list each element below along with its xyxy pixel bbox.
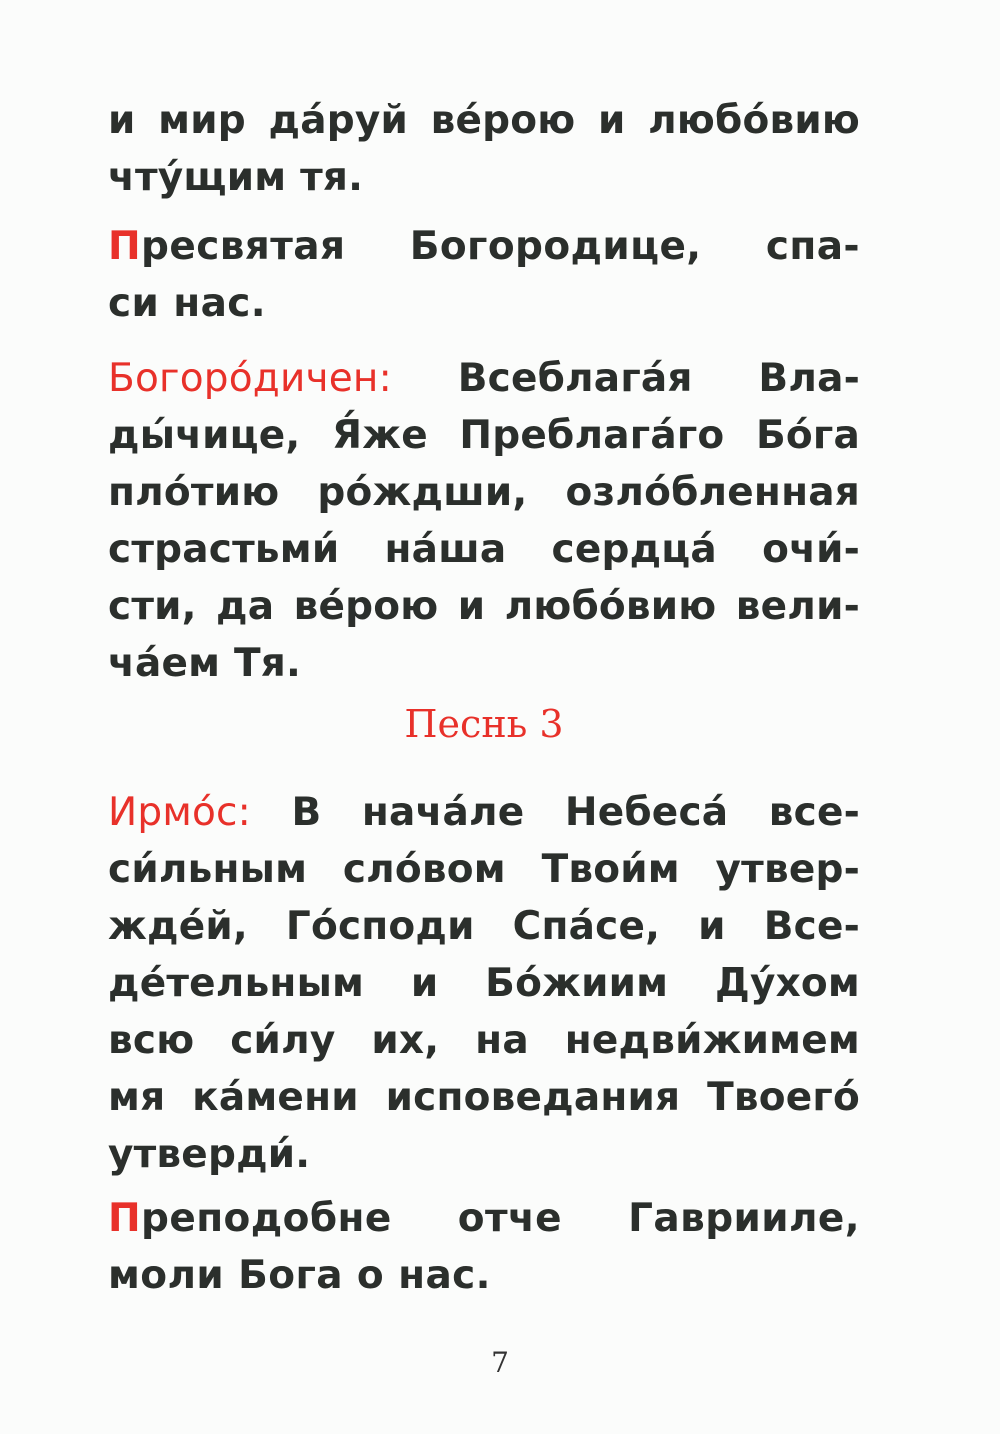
text-line — [108, 350, 860, 407]
refrain-text: реподобне отче Гаврииле, — [141, 1196, 860, 1241]
refrain-gabriel — [108, 1190, 860, 1304]
text-line: утверди́. — [108, 1132, 311, 1177]
refrain-line — [108, 1190, 860, 1247]
theotokion — [108, 350, 860, 692]
rubric-label: Богоро́дичен: — [108, 356, 392, 401]
text-line: страстьми́ на́ша сердца́ очи́- — [108, 527, 860, 572]
text-line: мя ка́мени исповедания Твоего́ — [108, 1075, 860, 1120]
text-run: Всеблага́я Вла- — [457, 356, 860, 401]
refrain-line: моли Бога о нас. — [108, 1253, 491, 1298]
text-line: чту́щим тя. — [108, 155, 364, 200]
text-line: и мир да́руй ве́рою и любо́вию — [108, 98, 860, 143]
refrain-line: си нас. — [108, 281, 267, 326]
text-line: ды́чице, Я́же Преблага́го Бо́га — [108, 413, 860, 458]
refrain-text: ресвятая Богородице, спа- — [141, 224, 860, 269]
rubric-label: Ирмо́с: — [108, 790, 251, 835]
irmos — [108, 784, 860, 1183]
text-line: пло́тию ро́ждши, озло́бленная — [108, 470, 860, 515]
section-heading: Песнь 3 — [404, 702, 564, 746]
text-line: си́льным сло́вом Твои́м утвер- — [108, 847, 860, 892]
red-initial: П — [108, 1196, 142, 1241]
text-run: В нача́ле Небеса́ все- — [291, 790, 860, 835]
text-line: ча́ем Тя. — [108, 641, 302, 686]
text-line: де́тельным и Бо́жиим Ду́хом — [108, 961, 860, 1006]
text-line — [108, 784, 860, 841]
refrain-theotokos — [108, 218, 860, 332]
red-initial: П — [108, 224, 142, 269]
text-line: жде́й, Го́споди Спа́се, и Все- — [108, 904, 860, 949]
text-line: сти, да ве́рою и любо́вию вели- — [108, 584, 860, 629]
refrain-line — [108, 218, 860, 275]
page-number: 7 — [491, 1346, 509, 1379]
text-line: всю си́лу их, на недви́жимем — [108, 1018, 860, 1063]
verse-continuation — [108, 92, 860, 206]
